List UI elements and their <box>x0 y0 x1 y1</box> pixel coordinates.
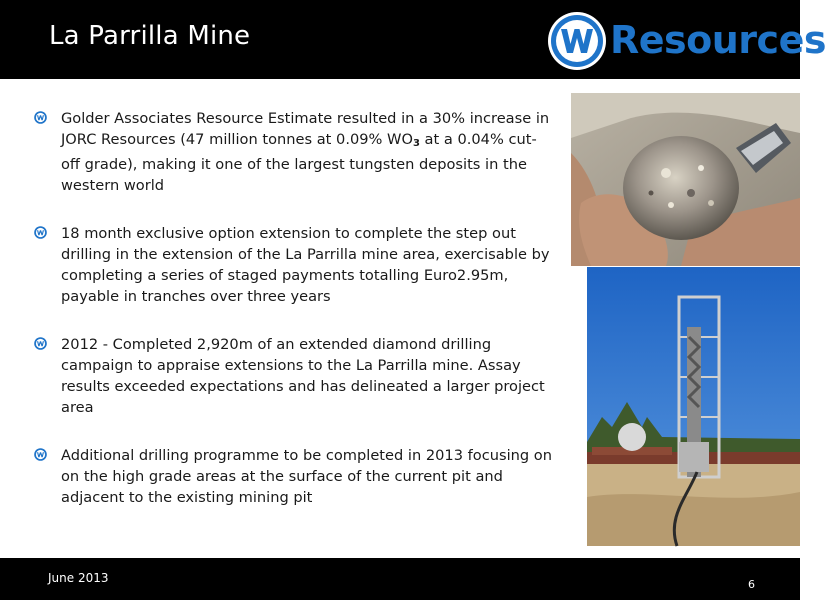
bullet-text: 18 month exclusive option extension to complete the step out drilling in the extension of the La Parrilla mine area, exercisable by completing a series of staged payments totalling Euro2.95m, payable in tranches over three years <box>61 225 550 305</box>
bullet-item <box>34 445 554 508</box>
bullet-item <box>34 334 554 418</box>
page-number: 6 <box>748 578 755 591</box>
w-bullet-icon <box>34 337 47 350</box>
bullet-text: Additional drilling programme to be completed in 2013 focusing on on the high grade areas at the surface of the current pit and adjacent to the existing mining pit <box>61 447 552 506</box>
rock-sample-photo <box>571 93 800 266</box>
slide-title: La Parrilla Mine <box>49 21 251 51</box>
bullet-text: 2012 - Completed 2,920m of an extended diamond drilling campaign to appraise extensions to the La Parrilla mine. Assay results exceeded expectations and has delineated a larger project area <box>61 336 545 416</box>
w-bullet-icon <box>34 111 47 124</box>
bullet-item <box>34 108 554 196</box>
w-logo-icon <box>546 10 608 72</box>
company-logo <box>546 10 826 72</box>
bullet-list <box>34 108 554 535</box>
footer-date: June 2013 <box>48 571 109 585</box>
bullet-item <box>34 223 554 307</box>
drilling-rig-photo <box>587 267 800 546</box>
slide-header <box>0 0 826 79</box>
rock-sample-icon <box>571 93 800 266</box>
w-bullet-icon <box>34 448 47 461</box>
bullet-text: Golder Associates Resource Estimate resulted in a 30% increase in JORC Resources (47 million tonnes at 0.09% $WO_3$ at a 0.04% cut-off grade), making it one of the largest tungsten deposits in the western world <box>61 110 550 194</box>
w-bullet-icon <box>34 226 47 239</box>
slide-footer <box>0 558 800 600</box>
logo-wordmark: Resources <box>610 18 826 62</box>
drilling-rig-icon <box>587 267 800 546</box>
